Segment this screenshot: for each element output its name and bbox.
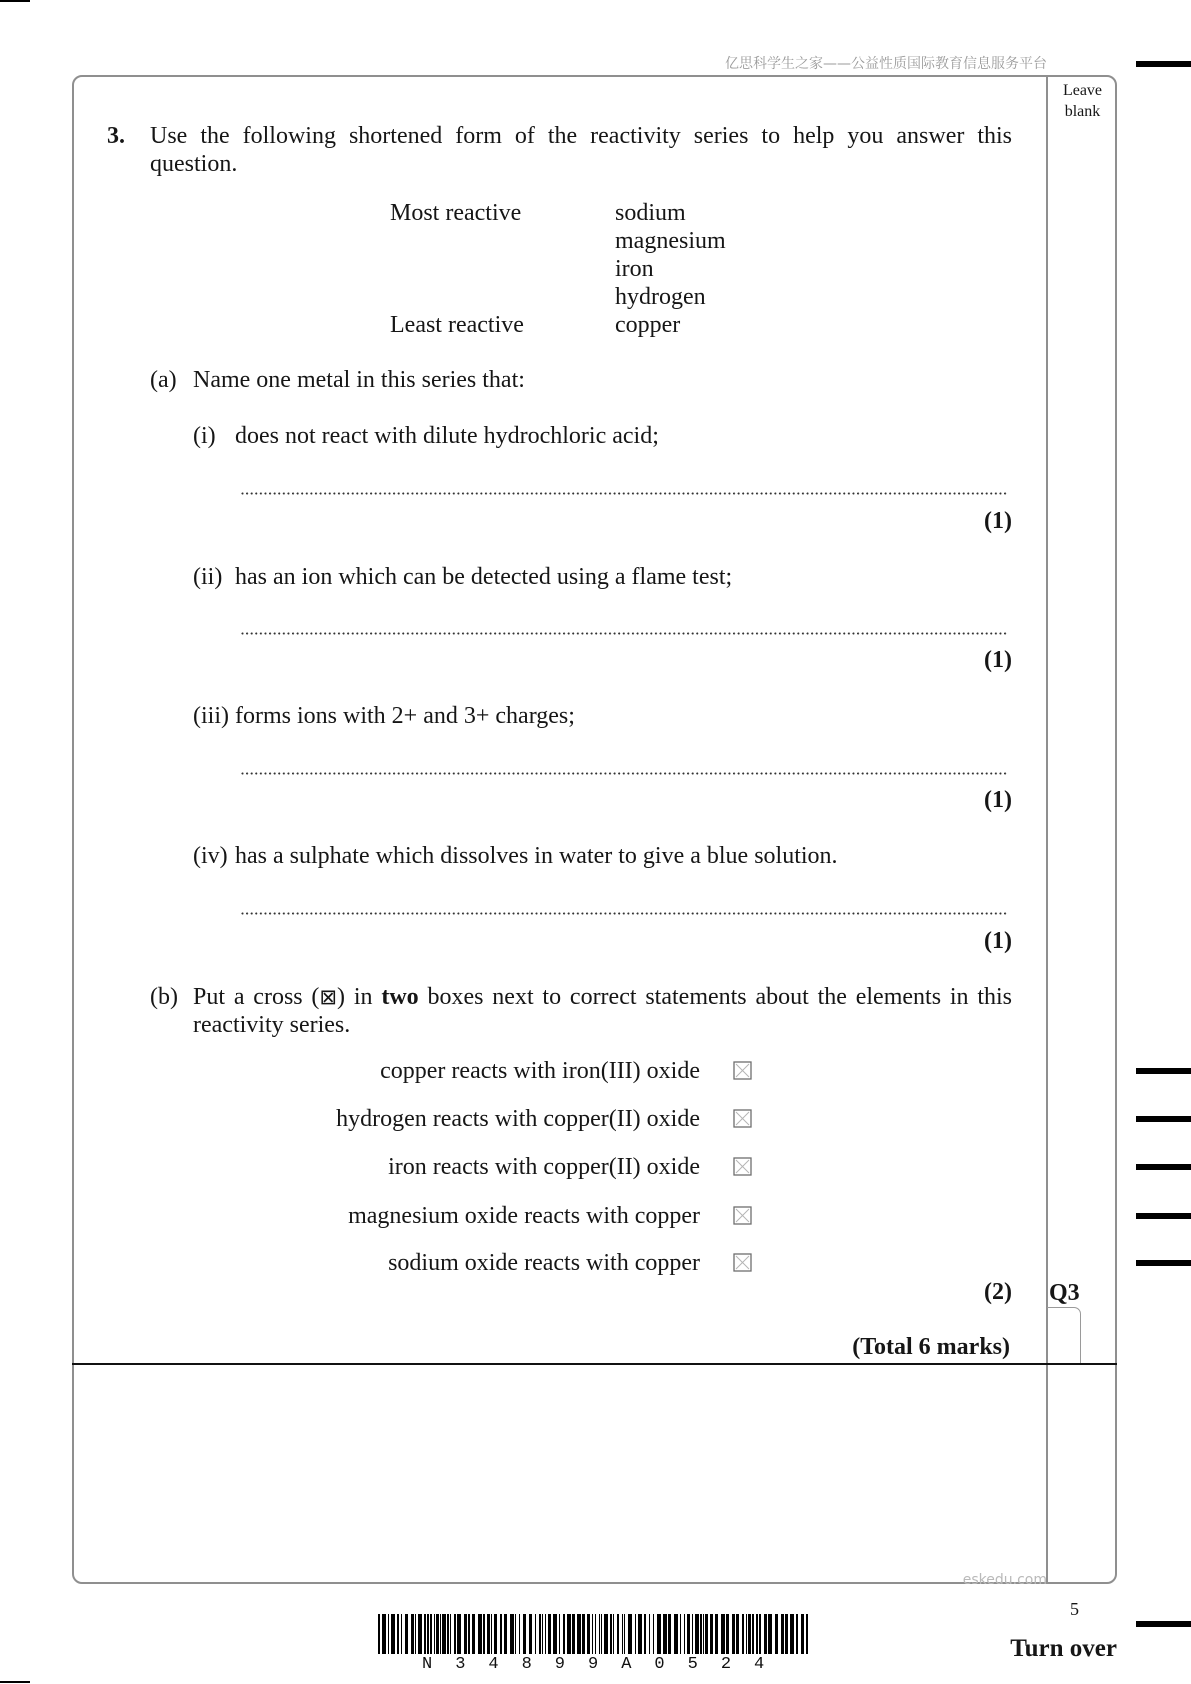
- edge-bar: [1136, 1213, 1191, 1219]
- instruction-emphasis: two: [381, 984, 419, 1010]
- barcode-bar: [504, 1614, 507, 1654]
- barcode-bar: [434, 1614, 435, 1654]
- part-b-instruction-line1: [193, 983, 1012, 1011]
- statement-text: hydrogen reacts with copper(II) oxide: [336, 1106, 700, 1132]
- question-intro-line1: Use the following shortened form of the reactivity series to help you answer this: [150, 123, 1012, 149]
- barcode-bar: [391, 1614, 395, 1654]
- barcode-bar: [703, 1614, 704, 1654]
- barcode-bar: [559, 1614, 560, 1654]
- statement-row: [0, 1153, 700, 1181]
- barcode-bar: [427, 1614, 429, 1654]
- barcode-bar: [491, 1614, 492, 1654]
- barcode-bar: [472, 1614, 475, 1654]
- marks-label: (1): [984, 787, 1012, 813]
- barcode-bar: [415, 1614, 416, 1654]
- subpart-text: has an ion which can be detected using a flame test;: [235, 564, 733, 590]
- barcode-bar: [768, 1614, 772, 1654]
- barcode-bar: [674, 1614, 678, 1654]
- leave-blank-label: [1048, 80, 1117, 122]
- series-metal: iron: [615, 256, 654, 282]
- barcode: [378, 1614, 809, 1654]
- barcode-bar: [732, 1614, 735, 1654]
- barcode-bar: [790, 1614, 794, 1654]
- subpart-text: forms ions with 2+ and 3+ charges;: [235, 703, 575, 729]
- examiner-mark-box[interactable]: [1047, 1307, 1081, 1364]
- barcode-bar: [638, 1614, 642, 1654]
- barcode-bar: [483, 1614, 485, 1654]
- series-least-label: Least reactive: [390, 312, 524, 338]
- barcode-bar: [447, 1614, 449, 1654]
- barcode-bar: [442, 1614, 446, 1654]
- barcode-bar: [563, 1614, 565, 1654]
- barcode-bar: [721, 1614, 725, 1654]
- subpart-text: has a sulphate which dissolves in water to give a blue solution.: [235, 843, 838, 869]
- barcode-bar: [756, 1614, 758, 1654]
- barcode-bar: [604, 1614, 608, 1654]
- marks-label: (1): [984, 647, 1012, 673]
- barcode-bar: [378, 1614, 380, 1654]
- barcode-bar: [726, 1614, 729, 1654]
- barcode-bar: [657, 1614, 661, 1654]
- statement-text: copper reacts with iron(III) oxide: [380, 1058, 700, 1084]
- marks-label: (1): [984, 508, 1012, 534]
- statement-row: [0, 1057, 700, 1085]
- barcode-bar: [781, 1614, 784, 1654]
- subpart-label: (ii): [193, 564, 223, 590]
- series-most-label: Most reactive: [390, 200, 522, 226]
- barcode-bar: [764, 1614, 767, 1654]
- marks-label: (2): [984, 1279, 1012, 1305]
- question-intro-line2: question.: [150, 151, 238, 177]
- barcode-bar: [785, 1614, 788, 1654]
- barcode-bar: [668, 1614, 671, 1654]
- barcode-bar: [457, 1614, 461, 1654]
- barcode-bar: [411, 1614, 414, 1654]
- statement-checkbox[interactable]: [733, 1253, 752, 1272]
- barcode-bar: [601, 1614, 602, 1654]
- barcode-bar: [567, 1614, 571, 1654]
- barcode-number: N34899A0524: [422, 1655, 788, 1674]
- statement-row: [0, 1105, 700, 1133]
- barcode-bar: [542, 1614, 543, 1654]
- part-a-label: (a): [150, 367, 177, 393]
- barcode-bar: [628, 1614, 632, 1654]
- barcode-bar: [692, 1614, 693, 1654]
- barcode-bar: [715, 1614, 718, 1654]
- barcode-bar: [622, 1614, 623, 1654]
- barcode-bar: [464, 1614, 467, 1654]
- leave-label-line1: Leave: [1062, 82, 1103, 99]
- series-metal: sodium: [615, 200, 686, 226]
- barcode-bar: [806, 1614, 808, 1654]
- turn-over-label: Turn over: [1010, 1635, 1117, 1662]
- barcode-bar: [401, 1614, 402, 1654]
- barcode-bar: [736, 1614, 739, 1654]
- statement-row: [0, 1249, 700, 1277]
- barcode-bar: [468, 1614, 470, 1654]
- statement-text: magnesium oxide reacts with copper: [348, 1203, 700, 1229]
- cross-box-icon: ⊠: [319, 985, 338, 1009]
- barcode-bar: [545, 1614, 546, 1654]
- barcode-bar: [582, 1614, 585, 1654]
- barcode-bar: [519, 1614, 520, 1654]
- series-metal: hydrogen: [615, 284, 706, 310]
- barcode-bar: [510, 1614, 514, 1654]
- barcode-bar: [440, 1614, 441, 1654]
- series-metal: magnesium: [615, 228, 726, 254]
- edge-bar: [1136, 1621, 1191, 1627]
- answer-line-ii[interactable]: [241, 632, 1007, 635]
- answer-line-iii[interactable]: [241, 772, 1007, 775]
- barcode-bar: [624, 1614, 625, 1654]
- statement-text: iron reacts with copper(II) oxide: [388, 1154, 700, 1180]
- barcode-bar: [577, 1614, 581, 1654]
- total-marks: (Total 6 marks): [852, 1334, 1010, 1360]
- barcode-bar: [454, 1614, 456, 1654]
- barcode-bar: [680, 1614, 681, 1654]
- statement-checkbox[interactable]: [733, 1061, 752, 1080]
- barcode-bar: [710, 1614, 713, 1654]
- barcode-bar: [663, 1614, 667, 1654]
- question-end-rule: [72, 1363, 1117, 1365]
- part-a-prompt: Name one metal in this series that:: [193, 367, 525, 393]
- barcode-bar: [687, 1614, 690, 1654]
- corner-mark-bottom: [0, 1681, 30, 1683]
- part-b-instruction-line2: reactivity series.: [193, 1012, 351, 1038]
- answer-line-i[interactable]: [241, 492, 1007, 495]
- barcode-bar: [759, 1614, 761, 1654]
- barcode-bar: [424, 1614, 426, 1654]
- barcode-bar: [500, 1614, 502, 1654]
- instruction-text: Put a cross (: [193, 984, 320, 1010]
- barcode-bar: [529, 1614, 532, 1654]
- barcode-bar: [397, 1614, 399, 1654]
- barcode-bar: [587, 1614, 590, 1654]
- barcode-bar: [700, 1614, 702, 1654]
- series-metal: copper: [615, 312, 681, 338]
- leave-label-line2: blank: [1064, 103, 1101, 120]
- barcode-bar: [644, 1614, 646, 1654]
- statement-row: [0, 1202, 700, 1230]
- subpart-label: (i): [193, 423, 216, 449]
- edge-bar: [1136, 1116, 1191, 1122]
- barcode-bar: [617, 1614, 619, 1654]
- marks-label: (1): [984, 928, 1012, 954]
- barcode-bar: [746, 1614, 747, 1654]
- barcode-bar: [599, 1614, 600, 1654]
- barcode-bar: [653, 1614, 654, 1654]
- barcode-bar: [436, 1614, 439, 1654]
- barcode-bar: [775, 1614, 778, 1654]
- barcode-bar: [649, 1614, 650, 1654]
- barcode-bar: [796, 1614, 798, 1654]
- statement-checkbox[interactable]: [733, 1157, 752, 1176]
- subpart-text: does not react with dilute hydrochloric acid;: [235, 423, 659, 449]
- subpart-label: (iv): [193, 843, 228, 869]
- barcode-bar: [405, 1614, 408, 1654]
- barcode-bar: [523, 1614, 526, 1654]
- part-b-label: (b): [150, 984, 178, 1010]
- question-number: 3.: [107, 123, 125, 149]
- barcode-bar: [430, 1614, 432, 1654]
- barcode-bar: [382, 1614, 386, 1654]
- barcode-bar: [595, 1614, 596, 1654]
- barcode-bar: [613, 1614, 614, 1654]
- barcode-bar: [752, 1614, 754, 1654]
- barcode-bar: [478, 1614, 482, 1654]
- barcode-bar: [515, 1614, 516, 1654]
- barcode-bar: [610, 1614, 612, 1654]
- statement-checkbox[interactable]: [733, 1206, 752, 1225]
- edge-bar: [1136, 61, 1191, 67]
- barcode-bar: [539, 1614, 541, 1654]
- barcode-bar: [695, 1614, 699, 1654]
- barcode-bar: [494, 1614, 497, 1654]
- barcode-bar: [418, 1614, 422, 1654]
- edge-bar: [1136, 1260, 1191, 1266]
- edge-bar: [1136, 1164, 1191, 1170]
- barcode-bar: [592, 1614, 593, 1654]
- statement-text: sodium oxide reacts with copper: [388, 1250, 700, 1276]
- barcode-bar: [572, 1614, 575, 1654]
- corner-mark-top: [0, 0, 30, 2]
- barcode-bar: [684, 1614, 685, 1654]
- instruction-text: ) in: [337, 984, 382, 1010]
- barcode-bar: [388, 1614, 389, 1654]
- barcode-bar: [635, 1614, 636, 1654]
- answer-line-iv[interactable]: [241, 912, 1007, 915]
- barcode-bar: [487, 1614, 490, 1654]
- barcode-bar: [553, 1614, 557, 1654]
- edge-bar: [1136, 1068, 1191, 1074]
- instruction-text: boxes next to correct statements about the elements in this: [418, 984, 1013, 1010]
- site-watermark: eskedu.com: [962, 1572, 1047, 1588]
- barcode-bar: [748, 1614, 751, 1654]
- barcode-bar: [705, 1614, 708, 1654]
- barcode-bar: [548, 1614, 551, 1654]
- barcode-bar: [801, 1614, 804, 1654]
- question-tag: Q3: [1049, 1280, 1080, 1306]
- barcode-bar: [450, 1614, 451, 1654]
- page-number: 5: [1070, 1599, 1079, 1619]
- header-watermark: 亿思科学生之家——公益性质国际教育信息服务平台: [725, 56, 1047, 72]
- subpart-label: (iii): [193, 703, 229, 729]
- statement-checkbox[interactable]: [733, 1109, 752, 1128]
- barcode-bar: [535, 1614, 536, 1654]
- barcode-bar: [742, 1614, 744, 1654]
